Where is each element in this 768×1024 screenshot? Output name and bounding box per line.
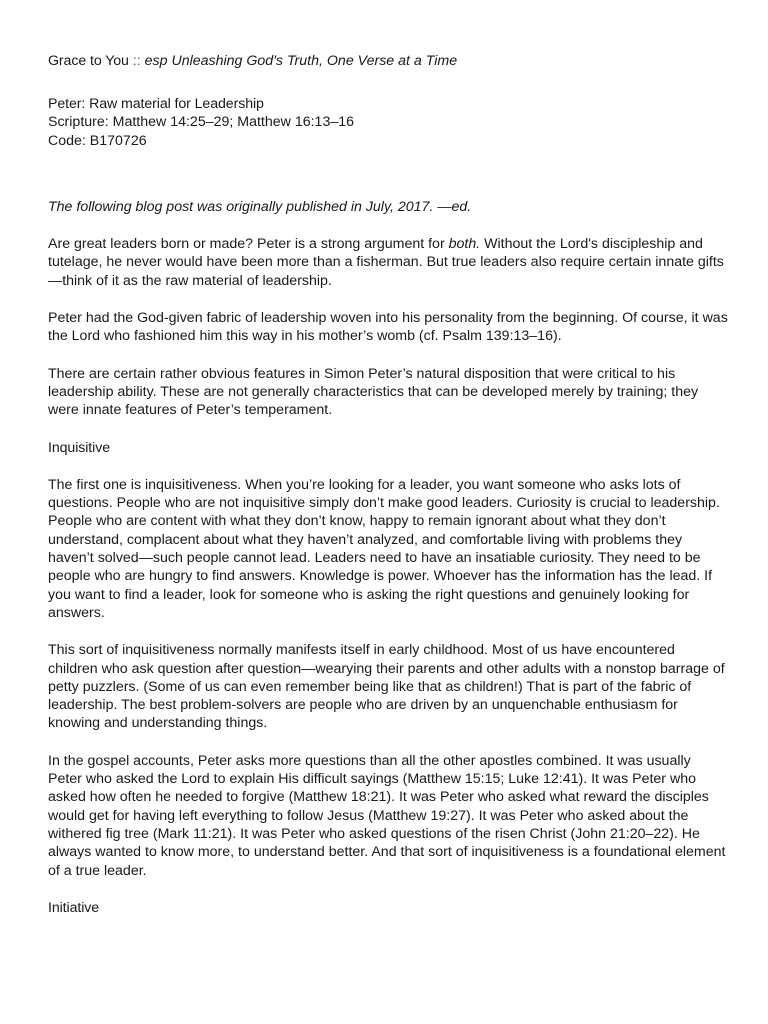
section-heading-inquisitive: Inquisitive (48, 439, 110, 456)
paragraph-1-text-a: Are great leaders born or made? Peter is a strong argument for (48, 236, 449, 253)
site-tagline: esp Unleashing God's Truth, One Verse at a Time (144, 53, 458, 69)
header-separator: :: (132, 53, 141, 69)
paragraph-5: This sort of inquisitiveness normally manifests itself in early childhood. Most of us have encountered children who ask question after question—wearying their parents and other adults with a nonstop barrage of petty puzzlers. (Some of us can even remember being like that as children!) That is part of the fabric of leadership. The best problem-solvers are people who are driven by an unquenchable enthusiasm for knowing and understanding things. (48, 642, 725, 732)
paragraph-3: There are certain rather obvious features in Simon Peter’s natural disposition that were critical to his leadership ability. These are not generally characteristics that can be developed merely by training; they were innate features of Peter’s temperament. (48, 365, 699, 419)
paragraph-1-text-b: Without the Lord's discipleship and tutelage, he never would have been more than a fisherman. But true leaders also require certain innate gifts—think of it as the raw material of leadership. (48, 236, 724, 289)
editor-note: The following blog post was originally published in July, 2017. —ed. (48, 198, 472, 215)
paragraph-1-emphasis: both. (448, 236, 481, 253)
scripture-reference: Scripture: Matthew 14:25–29; Matthew 16:13–16 (48, 114, 355, 131)
site-name: Grace to You (48, 53, 129, 69)
document-page (48, 52, 728, 917)
site-header (48, 52, 728, 72)
section-heading-initiative: Initiative (48, 899, 100, 916)
post-code: Code: B170726 (48, 132, 147, 149)
paragraph-4: The first one is inquisitiveness. When you’re looking for a leader, you want someone who asks lots of questions. People who are not inquisitive simply don’t make good leaders. Curiosity is crucial to leadership. People who are content with what they don’t know, happy to remain ignorant about what they don’t understand, complacent about what they haven’t analyzed, and comfortable living with problems they haven’t solved—such people cannot lead. Leaders need to have an insatiable curiosity. They need to be people who are hungry to find answers. Knowledge is power. Whoever has the information has the lead. If you want to find a leader, look for someone who is asking the right questions and genuinely looking for answers. (48, 476, 720, 621)
paragraph-1 (48, 235, 728, 290)
paragraph-6: In the gospel accounts, Peter asks more questions than all the other apostles combined. It was usually Peter who asked the Lord to explain His difficult sayings (Matthew 15:15; Luke 12:41). It was Peter who asked how often he needed to forgive (Matthew 18:21). It was Peter who asked what reward the disciples would get for having left everything to follow Jesus (Matthew 19:27). It was Peter who asked about the withered fig tree (Mark 11:21). It was Peter who asked questions of the risen Christ (John 21:20–22). He always wanted to know more, to understand better. And that sort of inquisitiveness is a foundational element of a true leader. (48, 752, 726, 879)
paragraph-2: Peter had the God-given fabric of leadership woven into his personality from the beginning. Of course, it was the Lord who fashioned him this way in his mother’s womb (cf. Psalm 139:13–16). (48, 310, 728, 345)
post-title: Peter: Raw material for Leadership (48, 96, 264, 112)
